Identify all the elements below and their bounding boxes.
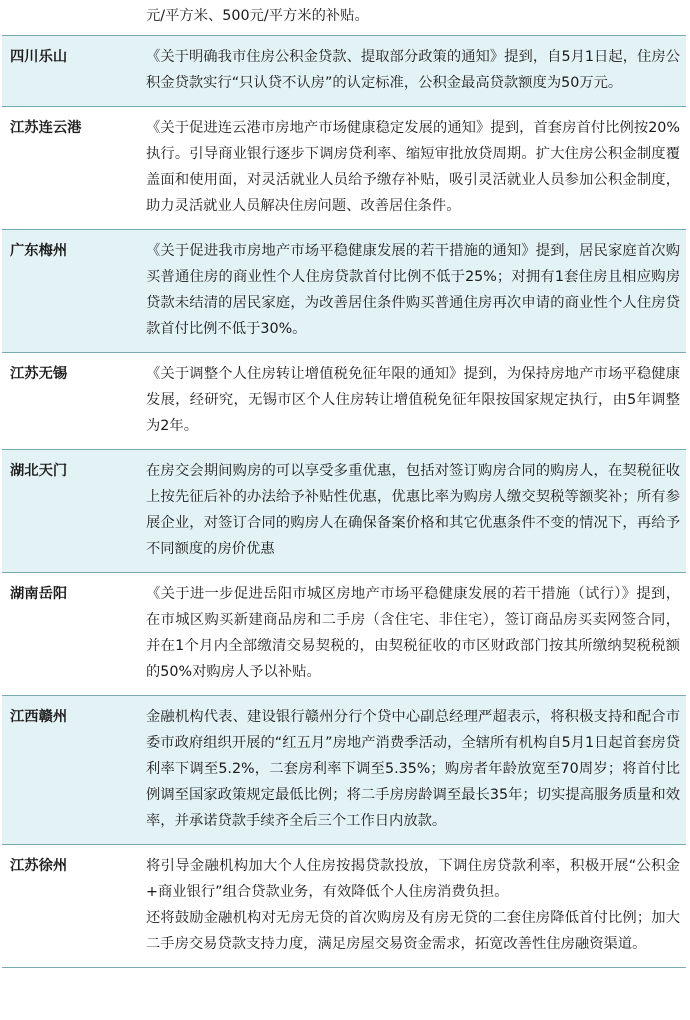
policy-text: 元/平方米、500元/平方米的补贴。 [146, 8, 369, 24]
region-cell: 江西赣州 [2, 696, 140, 845]
policy-text: 金融机构代表、建设银行赣州分行个贷中心副总经理严超表示，将积极支持和配合市委市政府组织开展的“红五月”房地产消费季活动，全辖所有机构自5月1日起首套房贷利率下调至5.2%，二套房利率下调至5.35%；购房者年龄放宽至70周岁；将首付比例调至国家政策规定最低比例；将二手房房龄调至最长35年；切实提高服务质量和效率，并承诺贷款手续齐全后三个工作日内放款。 [146, 709, 680, 829]
table-row [2, 696, 686, 845]
policy-text: 还将鼓励金融机构对无房无贷的首次购房及有房无贷的二套住房降低首付比例；加大二手房交易贷款支持力度，满足房屋交易资金需求，拓宽改善性住房融资渠道。 [146, 910, 680, 952]
table-row [2, 450, 686, 573]
region-cell: 湖北天门 [2, 450, 140, 573]
policy-text: 《关于进一步促进岳阳市城区房地产市场平稳健康发展的若干措施（试行）》提到，在市城区购买新建商品房和二手房（含住宅、非住宅），签订商品房买卖网签合同，并在1个月内全部缴清交易契税的，由契税征收的市区财政部门按其所缴纳契税税额的50%对购房人予以补贴。 [146, 586, 680, 680]
table-row [2, 353, 686, 450]
policy-text: 《关于调整个人住房转让增值税免征年限的通知》提到，为保持房地产市场平稳健康发展，经研究，无锡市区个人住房转让增值税免征年限按国家规定执行，由5年调整为2年。 [146, 366, 680, 434]
table-row [2, 36, 686, 107]
table-row [2, 230, 686, 353]
table-row [2, 0, 686, 36]
policy-text-cell [140, 230, 686, 353]
policy-text-cell [140, 0, 686, 36]
region-cell: 江苏连云港 [2, 107, 140, 230]
policy-text: 将引导金融机构加大个人住房按揭贷款投放，下调住房贷款利率，积极开展“公积金+商业银行”组合贷款业务，有效降低个人住房消费负担。 [146, 858, 680, 900]
table-row [2, 107, 686, 230]
region-cell: 四川乐山 [2, 36, 140, 107]
policy-text-cell [140, 36, 686, 107]
policy-text-cell [140, 573, 686, 696]
policy-text: 《关于促进我市房地产市场平稳健康发展的若干措施的通知》提到，居民家庭首次购买普通住房的商业性个人住房贷款首付比例不低于25%；对拥有1套住房且相应购房贷款未结清的居民家庭，为改善居住条件购买普通住房再次申请的商业性个人住房贷款首付比例不低于30%。 [146, 243, 680, 337]
policy-text: 在房交会期间购房的可以享受多重优惠，包括对签订购房合同的购房人，在契税征收上按先征后补的办法给予补贴性优惠，优惠比率为购房人缴交契税等额奖补；所有参展企业，对签订合同的购房人在确保备案价格和其它优惠条件不变的情况下，再给予不同额度的房价优惠 [146, 463, 680, 557]
region-cell: 江苏无锡 [2, 353, 140, 450]
policy-text-cell [140, 696, 686, 845]
policy-text-cell [140, 353, 686, 450]
region-cell: 广东梅州 [2, 230, 140, 353]
policy-text-cell [140, 845, 686, 968]
table-row [2, 573, 686, 696]
policy-text-cell [140, 107, 686, 230]
region-cell: 湖南岳阳 [2, 573, 140, 696]
policy-text-cell [140, 450, 686, 573]
region-cell: 江苏徐州 [2, 845, 140, 968]
region-cell [2, 0, 140, 36]
policy-table [2, 0, 686, 968]
table-row [2, 845, 686, 968]
policy-text: 《关于明确我市住房公积金贷款、提取部分政策的通知》提到，自5月1日起，住房公积金贷款实行“只认贷不认房”的认定标准，公积金最高贷款额度为50万元。 [146, 49, 680, 91]
policy-text: 《关于促进连云港市房地产市场健康稳定发展的通知》提到，首套房首付比例按20%执行。引导商业银行逐步下调房贷利率、缩短审批放贷周期。扩大住房公积金制度覆盖面和使用面，对灵活就业人员给予缴存补贴，吸引灵活就业人员参加公积金制度，助力灵活就业人员解决住房问题、改善居住条件。 [146, 120, 680, 214]
